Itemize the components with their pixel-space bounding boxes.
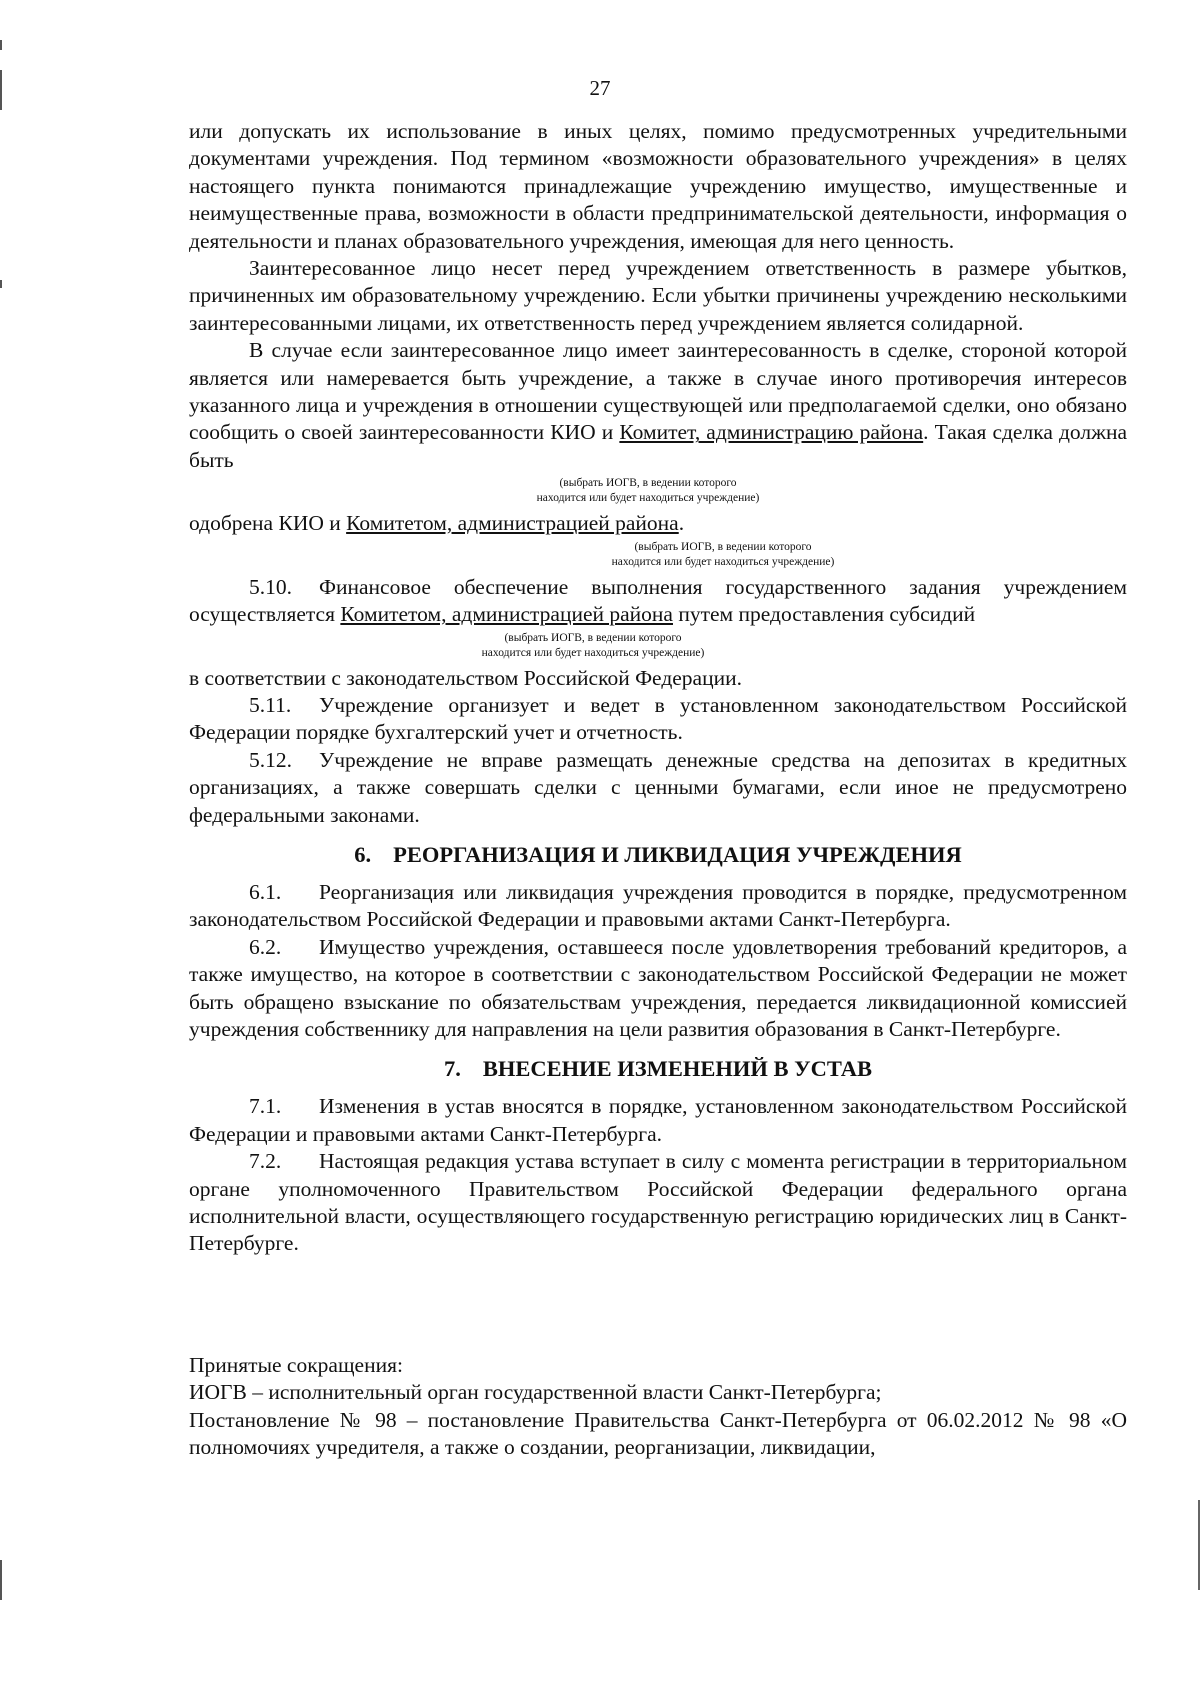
paragraph-approval: одобрена КИО и Комитетом, администрацией района.: [189, 511, 685, 536]
clause-7-2: 7.2. Настоящая редакция устава вступает в силу с момента регистрации в территориальном органе уполномоченного Правительством Российской Федерации федерального органа исполнительной власти, осуществляющего государственную регистрацию юридических лиц в Санкт-Петербурге.: [189, 1149, 1127, 1256]
authority-hint: (выбрать ИОГВ, в ведении которого находится или будет находиться учреждение): [481, 631, 705, 659]
scan-edge-mark: [0, 40, 2, 50]
document-body: [189, 118, 1127, 1461]
clause-5-12: 5.12. Учреждение не вправе размещать денежные средства на депозитах в кредитных организациях, а также совершать сделки с ценными бумагами, если иное не предусмотрено федеральными законами.: [189, 747, 1127, 827]
clause-5-11: 5.11. Учреждение организует и ведет в установленном законодательством Российской Федерации порядке бухгалтерский учет и отчетность.: [189, 692, 1127, 745]
clause-6-2: 6.2. Имущество учреждения, оставшееся после удовлетворения требований кредиторов, а также имущество, на которое в соответствии с законодательством Российской Федерации не может быть обращено взыскание по обязательствам учреждения, передается ликвидационной комиссией учреждения собственнику для направления на цели развития образования в Санкт-Петербурге.: [189, 934, 1127, 1041]
section-heading-7: 7. ВНЕСЕНИЕ ИЗМЕНЕНИЙ В УСТАВ: [443, 1056, 873, 1082]
clause-6-1: 6.1. Реорганизация или ликвидация учреждения проводится в порядке, предусмотренном законодательством Российской Федерации и правовыми актами Санкт-Петербурга.: [189, 879, 1127, 932]
clause-7-1: 7.1. Изменения в устав вносятся в порядке, установленном законодательством Российской Федерации и правовыми актами Санкт-Петербурга.: [189, 1094, 1127, 1146]
scan-edge-mark: [0, 280, 2, 288]
paragraph-conflict: В случае если заинтересованное лицо имеет заинтересованность в сделке, стороной которой является или намеревается быть учреждение, а также в случае иного противоречия интересов указанного лица и учреждения в отношении существующей или предполагаемой сделки, оно обязано сообщить о своей заинтересованности КИО и Комитет, администрацию района. Такая сделка должна быть: [189, 338, 1127, 472]
page-number: 27: [589, 76, 611, 100]
placeholder-authority: Комитет, администрацию района: [619, 420, 924, 445]
placeholder-authority: Комитетом, администрацией района: [346, 511, 679, 536]
paragraph-continuation: или допускать их использование в иных целях, помимо предусмотренных учредительными документами учреждения. Под термином «возможности образовательного учреждения» в целях настоящего пункта понимаются принадлежащие учреждению имущество, имущественные и неимущественные права, возможности в области предпринимательской деятельности, информация о деятельности и планах образовательного учреждения, имеющая для него ценность.: [189, 119, 1127, 253]
abbreviation-item: ИОГВ – исполнительный орган государственной власти Санкт-Петербурга;: [189, 1380, 882, 1405]
scan-edge-mark: [0, 1560, 2, 1600]
section-heading-6: 6. РЕОРГАНИЗАЦИЯ И ЛИКВИДАЦИЯ УЧРЕЖДЕНИЯ: [354, 841, 962, 867]
abbreviation-item: Постановление № 98 – постановление Правительства Санкт-Петербурга от 06.02.2012 № 98 «О полномочиях учредителя, а также о создании, реорганизации, ликвидации,: [189, 1407, 1127, 1460]
authority-hint: (выбрать ИОГВ, в ведении которого находится или будет находиться учреждение): [611, 540, 835, 568]
clause-5-10: 5.10. Финансовое обеспечение выполнения государственного задания учреждением осуществляется Комитетом, администрацией района путем предоставления субсидий: [189, 574, 1127, 627]
authority-hint: (выбрать ИОГВ, в ведении которого находится или будет находиться учреждение): [536, 477, 760, 505]
clause-5-10-end: в соответствии с законодательством Российской Федерации.: [189, 665, 742, 690]
abbreviations-title: Принятые сокращения:: [189, 1352, 403, 1377]
paragraph-liability: Заинтересованное лицо несет перед учреждением ответственность в размере убытков, причиненных им образовательному учреждению. Если убытки причинены учреждению несколькими заинтересованными лицами, их ответственность перед учреждением является солидарной.: [189, 256, 1127, 335]
placeholder-authority: Комитетом, администрацией района: [340, 602, 673, 627]
